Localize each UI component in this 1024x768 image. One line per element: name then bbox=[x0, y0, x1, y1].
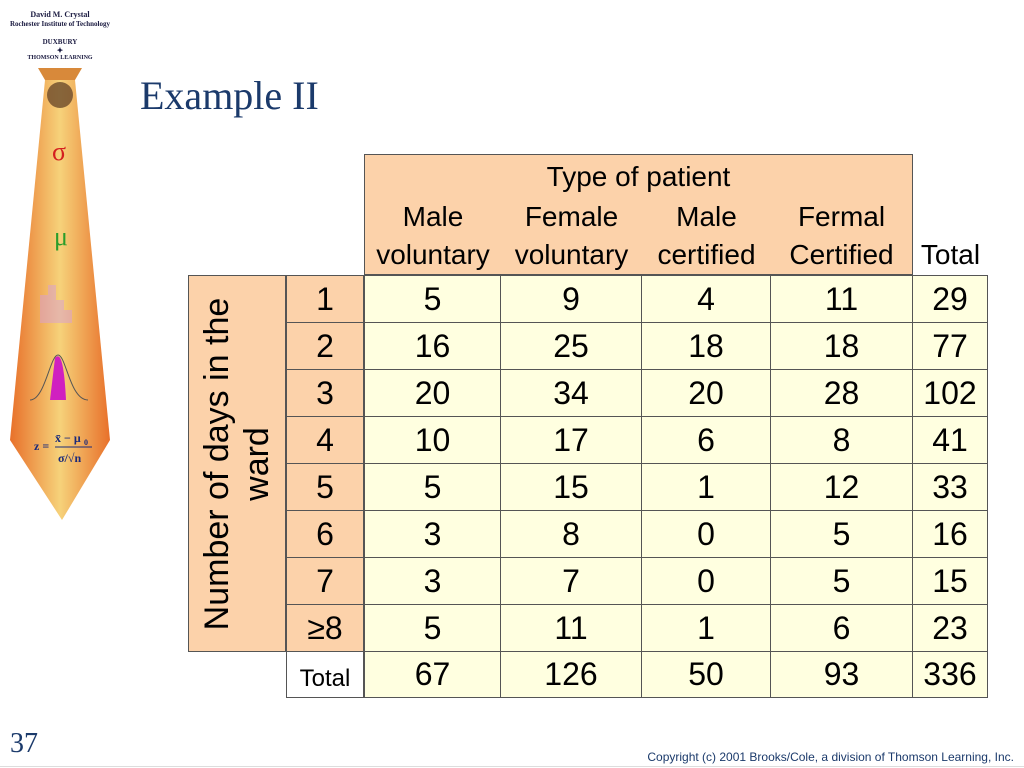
row-label: 7 bbox=[286, 557, 364, 604]
table-cell: 3 bbox=[364, 557, 501, 604]
row-total-cell: 29 bbox=[913, 275, 988, 322]
table-cell: 1 bbox=[642, 463, 771, 510]
table-cell: 3 bbox=[364, 510, 501, 557]
table-cell: 8 bbox=[501, 510, 642, 557]
brand-author: David M. Crystal bbox=[30, 10, 90, 19]
table-cell: 5 bbox=[364, 275, 501, 322]
slide-title: Example II bbox=[140, 73, 319, 118]
table-cell: 5 bbox=[364, 463, 501, 510]
tie-graphic bbox=[0, 0, 120, 560]
row-label: 2 bbox=[286, 322, 364, 369]
row-total-cell: 33 bbox=[913, 463, 988, 510]
column-total-cell: 126 bbox=[501, 651, 642, 698]
table-cell: 0 bbox=[642, 557, 771, 604]
column-header: Female voluntary bbox=[501, 198, 642, 275]
row-total-cell: 77 bbox=[913, 322, 988, 369]
table-cell: 20 bbox=[364, 369, 501, 416]
row-total-cell: 16 bbox=[913, 510, 988, 557]
row-group-header: Number of days in the ward bbox=[188, 275, 286, 652]
table-cell: 8 bbox=[771, 416, 913, 463]
total-row-label: Total bbox=[286, 651, 364, 698]
row-label: 5 bbox=[286, 463, 364, 510]
contingency-table bbox=[188, 154, 988, 699]
brand-divider: ✦ bbox=[56, 46, 64, 55]
row-total-cell: 102 bbox=[913, 369, 988, 416]
table-cell: 18 bbox=[642, 322, 771, 369]
table-cell: 10 bbox=[364, 416, 501, 463]
slide-number: 37 bbox=[10, 728, 38, 759]
table-cell: 5 bbox=[771, 510, 913, 557]
tie-shape bbox=[0, 0, 120, 560]
copyright-notice: Copyright (c) 2001 Brooks/Cole, a division of Thomson Learning, Inc. bbox=[647, 750, 1014, 764]
svg-text:x̄ − μ: x̄ − μ bbox=[55, 431, 81, 445]
column-header: Fermal Certified bbox=[771, 198, 913, 275]
table-cell: 25 bbox=[501, 322, 642, 369]
table-cell: 7 bbox=[501, 557, 642, 604]
column-group-header: Type of patient bbox=[364, 154, 913, 198]
row-label: 3 bbox=[286, 369, 364, 416]
column-total-cell: 50 bbox=[642, 651, 771, 698]
table-cell: 5 bbox=[364, 604, 501, 651]
svg-text:0: 0 bbox=[84, 438, 88, 447]
brand-publisher: DUXBURY bbox=[42, 38, 78, 46]
table-cell: 6 bbox=[642, 416, 771, 463]
row-label: 1 bbox=[286, 275, 364, 322]
svg-text:z =: z = bbox=[34, 439, 50, 453]
brand-institution: Rochester Institute of Technology bbox=[9, 20, 110, 28]
grand-total-cell: 336 bbox=[913, 651, 988, 698]
table-cell: 16 bbox=[364, 322, 501, 369]
table-cell: 34 bbox=[501, 369, 642, 416]
table-cell: 9 bbox=[501, 275, 642, 322]
column-total-cell: 93 bbox=[771, 651, 913, 698]
table-cell: 1 bbox=[642, 604, 771, 651]
footer-divider bbox=[0, 766, 1024, 767]
column-header: Male voluntary bbox=[364, 198, 501, 275]
sigma-icon: σ bbox=[52, 137, 67, 166]
table-cell: 12 bbox=[771, 463, 913, 510]
row-label: 6 bbox=[286, 510, 364, 557]
table-cell: 17 bbox=[501, 416, 642, 463]
table-cell: 28 bbox=[771, 369, 913, 416]
table-cell: 6 bbox=[771, 604, 913, 651]
table-cell: 20 bbox=[642, 369, 771, 416]
column-total-cell: 67 bbox=[364, 651, 501, 698]
row-label: 4 bbox=[286, 416, 364, 463]
column-header: Male certified bbox=[642, 198, 771, 275]
table-cell: 15 bbox=[501, 463, 642, 510]
mu-icon: μ bbox=[54, 222, 68, 251]
table-cell: 5 bbox=[771, 557, 913, 604]
row-total-cell: 15 bbox=[913, 557, 988, 604]
table-cell: 11 bbox=[771, 275, 913, 322]
row-label: ≥8 bbox=[286, 604, 364, 651]
table-cell: 4 bbox=[642, 275, 771, 322]
total-column-header: Total bbox=[913, 234, 988, 275]
row-total-cell: 41 bbox=[913, 416, 988, 463]
globe-icon bbox=[47, 82, 73, 108]
brand-imprint: THOMSON LEARNING bbox=[27, 55, 93, 61]
table-cell: 0 bbox=[642, 510, 771, 557]
table-cell: 18 bbox=[771, 322, 913, 369]
svg-text:σ/√n: σ/√n bbox=[58, 451, 82, 465]
row-total-cell: 23 bbox=[913, 604, 988, 651]
table-cell: 11 bbox=[501, 604, 642, 651]
